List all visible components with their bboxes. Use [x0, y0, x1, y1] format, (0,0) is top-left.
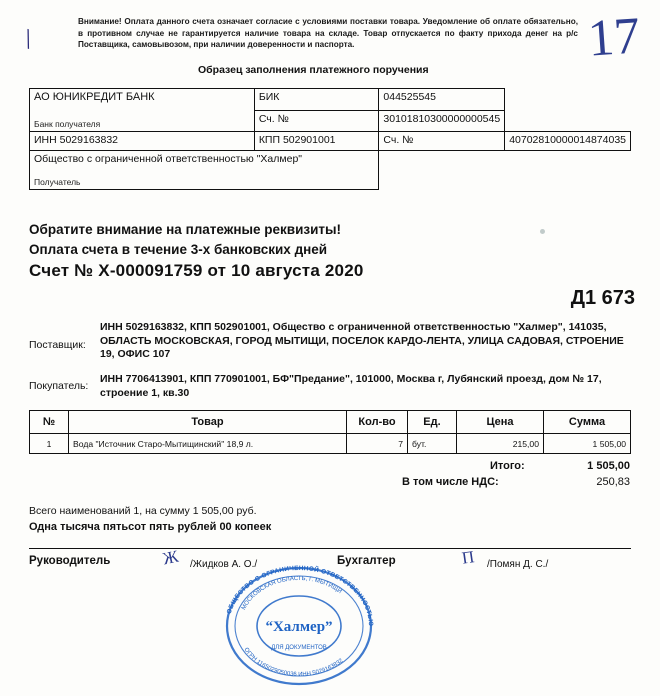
director-label: Руководитель: [29, 555, 111, 567]
director-name: /Жидков А. О./: [190, 559, 258, 570]
sample-title: Образец заполнения платежного поручения: [198, 64, 429, 76]
correspondent-account-value: 30101810300000000545: [379, 110, 505, 132]
items-table: [29, 410, 631, 454]
attention-line-1: Обратите внимание на платежные реквизиты!: [29, 222, 342, 237]
invoice-title: Счет № Х-000091759 от 10 августа 2020: [29, 261, 364, 280]
director-signature-icon: Ж: [161, 546, 180, 569]
nds-value: 250,83: [596, 476, 630, 488]
correspondent-account-label: Сч. №: [254, 110, 379, 132]
recipient-name: Общество с ограниченной ответственностью "Халмер": [34, 153, 303, 165]
stamp-inner-text: МОСКОВСКАЯ ОБЛАСТЬ, Г. МЫТИЩИ: [240, 575, 343, 612]
stamp-sub-text: ДЛЯ ДОКУМЕНТОВ: [271, 645, 327, 651]
row-num: 1: [30, 434, 69, 454]
buyer-details: ИНН 7706413901, КПП 770901001, БФ"Предание", 101000, Москва г, Лубянский проезд, дом № 17, строение 1, кв.30: [100, 373, 602, 399]
buyer-label: Покупатель:: [29, 380, 89, 392]
header-num: №: [30, 411, 69, 434]
total-row: [380, 460, 630, 472]
summary-line-2: Одна тысяча пятьсот пять рублей 00 копеек: [29, 521, 272, 533]
row-sum: 1 505,00: [544, 434, 631, 454]
attention-line-2: Оплата счета в течение 3-х банковских дней: [29, 242, 328, 257]
bank-name-label: Банк получателя: [34, 119, 101, 129]
payment-warning-text: Внимание! Оплата данного счета означает согласие с условиями поставки товара. Уведомление об оплате обязательно, в противном случае не гарантируется наличие товара на складе. Товар отпускается по факту прихода денег на р/с Поставщика, самовывозом, при наличии доверенности и паспорта.: [78, 17, 578, 49]
header-price: Цена: [457, 411, 544, 434]
scan-artifact: [540, 229, 545, 234]
accountant-name: /Помян Д. С./: [487, 559, 549, 570]
pen-stroke-mark-icon: \: [19, 23, 37, 56]
row-unit: бут.: [408, 434, 457, 454]
company-stamp-icon: [209, 563, 389, 689]
document-code: Д1 673: [570, 287, 635, 309]
supplier-details: ИНН 5029163832, КПП 502901001, Общество с ограниченной ответственностью "Халмер", 141035, ОБЛАСТЬ МОСКОВСКАЯ, ГОРОД МЫТИЩИ, ПОСЕЛОК КАРДО-ЛЕНТА, УЛИЦА САДОВАЯ, СТРОЕНИЕ 19, ОФИС 107: [100, 321, 624, 360]
total-label: Итого:: [490, 460, 525, 472]
stamp-ogrn-text: ОГРН 1165029050036 ИНН 5029163832: [242, 646, 345, 679]
row-price: 215,00: [457, 434, 544, 454]
supplier-kpp: КПП 502901001: [254, 132, 379, 151]
nds-label: В том числе НДС:: [402, 476, 499, 488]
header-sum: Сумма: [544, 411, 631, 434]
accountant-label: Бухгалтер: [337, 555, 396, 567]
nds-row: [380, 476, 630, 488]
supplier-inn: ИНН 5029163832: [30, 132, 255, 151]
header-unit: Ед.: [408, 411, 457, 434]
bank-details-table: [29, 88, 631, 190]
table-row: [30, 434, 631, 454]
stamp-outer-text: ОБЩЕСТВО С ОГРАНИЧЕННОЙ ОТВЕТСТВЕННОСТЬЮ: [225, 564, 375, 627]
summary-line-1: Всего наименований 1, на сумму 1 505,00 руб.: [29, 505, 257, 517]
items-header-row: [30, 411, 631, 434]
header-product: Товар: [69, 411, 347, 434]
bank-name: АО ЮНИКРЕДИТ БАНК: [34, 91, 155, 103]
bik-label: БИК: [254, 89, 379, 111]
settlement-account-value: 40702810000014874035: [505, 132, 631, 151]
totals-block: [380, 460, 630, 492]
handwritten-page-number: 17: [586, 7, 642, 68]
row-product: Вода "Источник Старо-Мытищинский" 18,9 л.: [69, 434, 347, 454]
header-qty: Кол-во: [347, 411, 408, 434]
stamp-center-text: “Халмер”: [265, 619, 333, 635]
row-qty: 7: [347, 434, 408, 454]
supplier-label: Поставщик:: [29, 339, 86, 351]
total-value: 1 505,00: [587, 460, 630, 472]
recipient-label: Получатель: [34, 177, 81, 187]
settlement-account-label: Сч. №: [379, 132, 505, 151]
bik-value: 044525545: [379, 89, 505, 111]
accountant-signature-icon: П: [460, 547, 476, 568]
signature-divider: [29, 548, 631, 549]
